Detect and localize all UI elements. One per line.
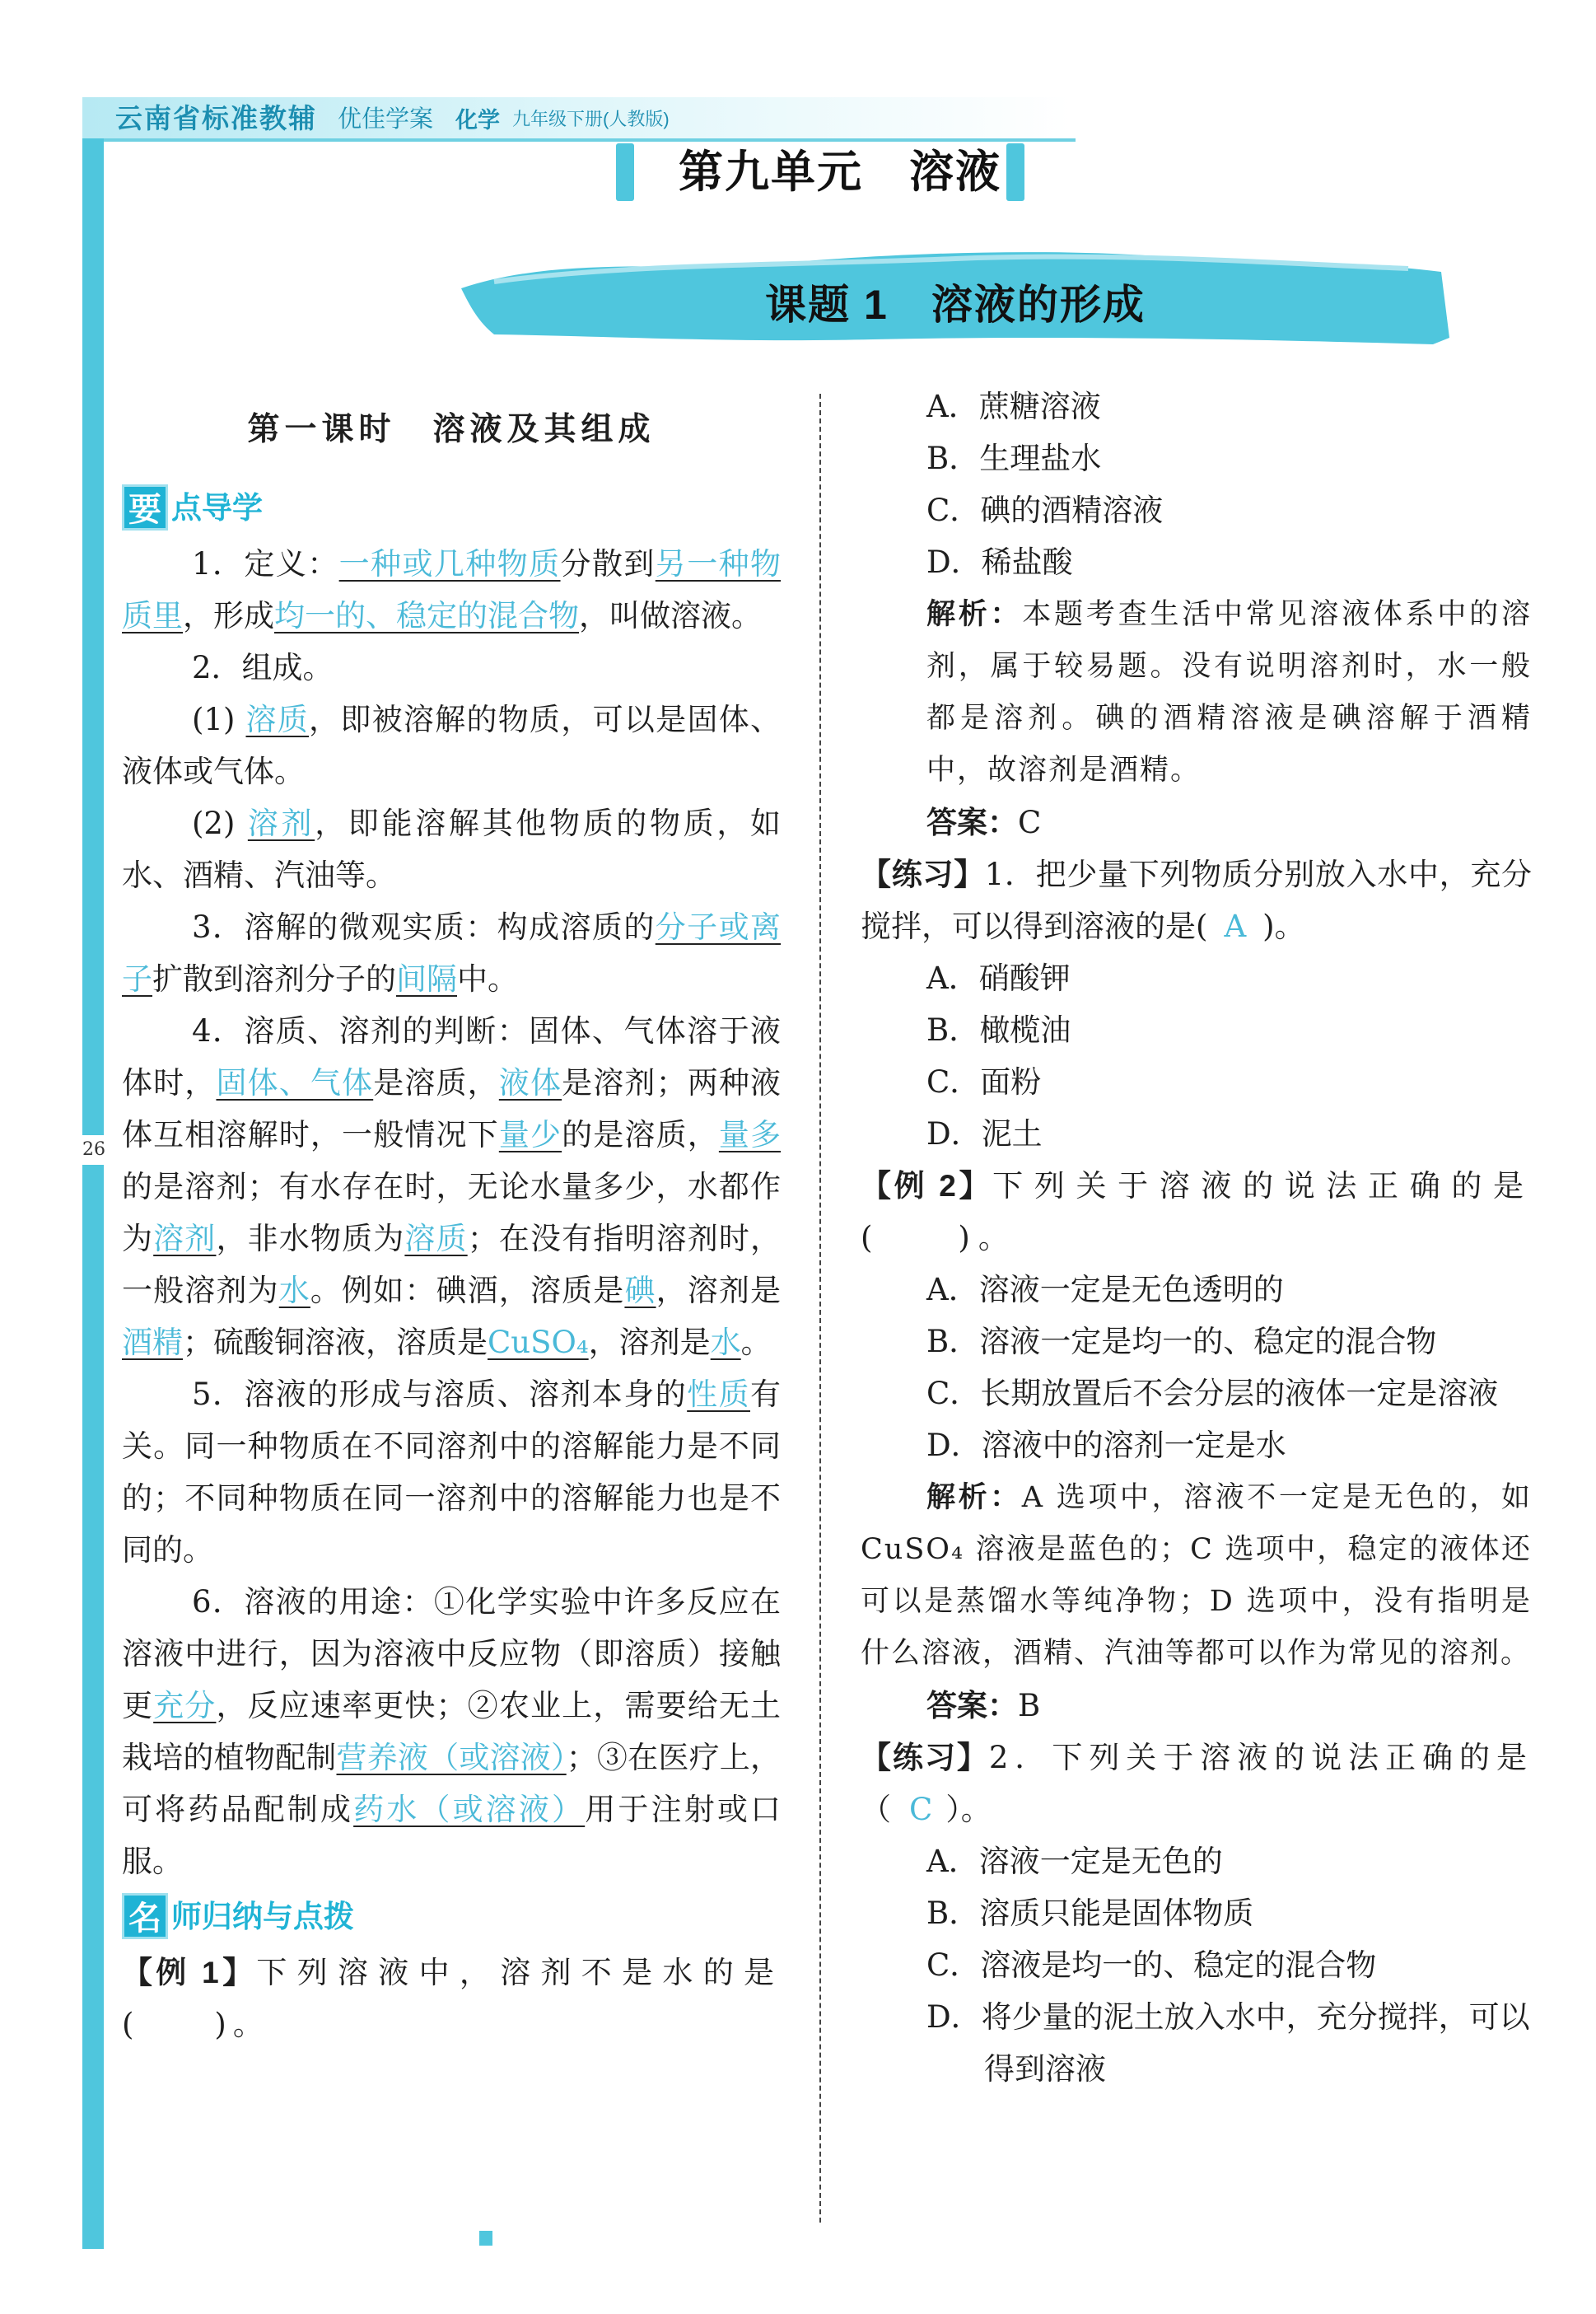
text: 中。 <box>457 961 518 997</box>
text: ，形成 <box>183 598 274 633</box>
example-1-answer <box>861 797 1532 848</box>
option-item: A．蔗糖溶液 <box>926 389 1101 424</box>
example-1-analysis <box>861 588 1532 797</box>
text: (1) <box>192 702 236 737</box>
text: ；在没有指明溶剂时，一般溶剂为 <box>122 1221 782 1308</box>
question-tail: ）。 <box>945 1792 992 1827</box>
answer-blank: 固体、气体 <box>216 1065 374 1101</box>
text: ，反应速率更快；②农业上，需要给无土栽培的植物配制 <box>122 1688 782 1775</box>
answer-inline: C <box>909 1792 933 1827</box>
answer-blank: CuSO₄ <box>488 1325 589 1360</box>
answer-value: B <box>1018 1688 1041 1723</box>
option-item: B．生理盐水 <box>926 441 1102 476</box>
answer-blank: 溶剂 <box>153 1221 217 1256</box>
text: (2) <box>192 806 236 841</box>
option-item: A．溶液一定是无色透明的 <box>926 1272 1284 1307</box>
section-heading-guide <box>122 479 781 536</box>
bottom-marker <box>479 2231 492 2246</box>
text: 3．溶解的微观实质：构成溶质的 <box>192 909 656 945</box>
text: 用于注射或口服。 <box>122 1792 782 1879</box>
example-2-question <box>861 1160 1532 1264</box>
section-title: 师归纳与点拨 <box>171 1899 354 1933</box>
analysis-text: A 选项中，溶液不一定是无色的，如 CuSO₄ 溶液是蓝色的；C 选项中，稳定的液体还可以是蒸馏水等纯净物；D 选项中，没有指明是什么溶液，酒精、汽油等都可以作为常见的溶剂。 <box>861 1481 1532 1670</box>
option-item: D．溶液中的溶剂一定是水 <box>926 1428 1286 1463</box>
answer-blank: 均一的、稳定的混合物 <box>274 598 579 633</box>
option-item: D．泥土 <box>926 1116 1043 1152</box>
text: 有关。同一种物质在不同溶剂中的溶解能力是不同的；不同种物质在同一溶剂中的溶解能力也是不同的。 <box>122 1377 781 1568</box>
text: 扩散到溶剂分子的 <box>152 961 396 997</box>
text: 1．定义： <box>192 546 339 582</box>
analysis-text: 本题考查生活中常见溶液体系中的溶剂，属于较易题。没有说明溶剂时，水一般都是溶剂。碘的酒精溶液是碘溶解于酒精中，故溶剂是酒精。 <box>926 598 1532 787</box>
text: ，叫做溶液。 <box>579 598 762 633</box>
text: ，非水物质为 <box>216 1221 405 1256</box>
answer-label: 答案： <box>926 806 1018 839</box>
text: 是溶剂；两种液体互相溶解时，一般情况下 <box>122 1065 782 1152</box>
example-2-analysis <box>861 1471 1532 1680</box>
section-badge: 要 <box>122 484 168 531</box>
answer-blank: 溶剂 <box>247 806 315 841</box>
answer-blank: 一种或几种物质 <box>338 546 561 582</box>
point-4 <box>122 1005 781 1368</box>
answer-label: 答案： <box>926 1689 1018 1723</box>
answer-blank: 药水（或溶液） <box>353 1792 586 1827</box>
header-brand: 云南省标准教辅 <box>115 103 317 133</box>
option-item: A．溶液一定是无色的 <box>926 1844 1223 1879</box>
point-5 <box>122 1368 781 1576</box>
header-series: 优佳学案 <box>338 106 434 133</box>
practice-label: 【练习】 <box>861 1741 989 1774</box>
text: 5．溶液的形成与溶质、溶剂本身的 <box>192 1377 688 1412</box>
text: 。例如：碘酒，溶质是 <box>310 1273 625 1308</box>
option-item: B．橄榄油 <box>926 1012 1071 1048</box>
text: ；硫酸铜溶液，溶质是 <box>183 1325 488 1360</box>
question-tail: )。 <box>1262 909 1305 944</box>
practice-1-question <box>861 848 1532 952</box>
option-item: B．溶质只能是固体物质 <box>926 1896 1254 1931</box>
answer-value: C <box>1018 805 1042 840</box>
page-number: 26 <box>79 1135 109 1165</box>
option-item: A．硝酸钾 <box>926 961 1071 996</box>
point-3 <box>122 901 781 1005</box>
answer-blank: 液体 <box>498 1065 562 1101</box>
example-label: 【例 2】 <box>861 1169 993 1203</box>
text: 4．溶质、溶剂的判断：固体、气体溶于液体时， <box>122 1013 781 1101</box>
option-item: C．溶液是均一的、稳定的混合物 <box>926 1947 1377 1983</box>
answer-blank: 水 <box>278 1273 310 1308</box>
answer-blank: 分子或离子 <box>122 909 782 997</box>
text: 是溶质， <box>373 1065 499 1101</box>
example-1-question <box>122 1947 781 2050</box>
point-1 <box>122 538 781 642</box>
option-item: C．长期放置后不会分层的液体一定是溶液 <box>926 1376 1499 1411</box>
text: 6．溶液的用途：①化学实验中许多反应在溶液中进行，因为溶液中反应物（即溶质）接触更 <box>122 1584 781 1723</box>
option-item: C．面粉 <box>926 1064 1042 1100</box>
option-item: D．将少量的泥土放入水中，充分搅拌，可以得到溶液 <box>926 1999 1530 2087</box>
text: ，溶剂是 <box>656 1273 782 1308</box>
column-divider <box>819 394 821 2223</box>
text: 的是溶质， <box>562 1117 719 1152</box>
question-text: 1．把少量下列物质分别放入水中，充分搅拌，可以得到溶液的是( <box>861 857 1533 944</box>
unit-title: 第九单元 溶液 <box>679 147 1001 197</box>
question-text: 下列关于溶液的说法正确的是( )。 <box>861 1168 1533 1255</box>
header-subject: 化学 <box>455 108 500 133</box>
answer-blank: 酒精 <box>122 1325 183 1360</box>
question-text: 下列溶液中，溶剂不是水的是( )。 <box>122 1955 782 2042</box>
answer-blank: 溶质 <box>404 1221 468 1256</box>
example-2-answer <box>861 1680 1532 1732</box>
text: ，即能溶解其他物质的物质，如水、酒精、汽油等。 <box>122 806 782 893</box>
section-title: 点导学 <box>171 490 263 525</box>
analysis-label: 解析： <box>926 598 1023 630</box>
analysis-label: 解析： <box>926 1481 1022 1513</box>
page-side-bar <box>82 99 104 2249</box>
option-item: C．碘的酒精溶液 <box>926 493 1164 528</box>
practice-label: 【练习】 <box>861 858 985 891</box>
text: 。 <box>740 1325 772 1360</box>
left-column <box>122 404 781 2050</box>
point-2-1 <box>122 694 781 797</box>
text: 的是溶剂；有水存在时，无论水量多少，水都作为 <box>122 1169 781 1256</box>
answer-blank: 充分 <box>153 1688 217 1723</box>
text: 分散到 <box>560 546 656 582</box>
lesson-subtitle: 第一课时 溶液及其组成 <box>247 410 656 448</box>
point-2-2 <box>122 797 781 901</box>
answer-blank: 性质 <box>687 1377 750 1412</box>
right-column <box>861 381 1532 2095</box>
answer-blank: 另一种物质里 <box>122 546 782 633</box>
point-2: 2．组成。 <box>192 650 334 685</box>
answer-inline: A <box>1224 909 1247 944</box>
section-badge: 名 <box>122 1893 168 1939</box>
section-heading-teacher <box>122 1887 781 1945</box>
point-6 <box>122 1576 781 1887</box>
lesson-title: 课题 1 溶液的形成 <box>765 282 1146 328</box>
option-item: D．稀盐酸 <box>926 545 1073 580</box>
answer-blank: 溶质 <box>245 702 310 737</box>
answer-blank: 间隔 <box>396 961 457 997</box>
unit-title-left-bracket <box>616 143 634 201</box>
text: ；③在医疗上，可将药品配制成 <box>122 1740 782 1827</box>
option-item: B．溶液一定是均一的、稳定的混合物 <box>926 1324 1437 1359</box>
practice-2-question <box>861 1732 1532 1835</box>
answer-blank: 水 <box>710 1325 741 1360</box>
text: ，溶剂是 <box>588 1325 711 1360</box>
example-label: 【例 1】 <box>122 1956 257 1989</box>
text: ，即被溶解的物质，可以是固体、液体或气体。 <box>122 702 782 789</box>
header-grade: 九年级下册(人教版) <box>512 109 670 129</box>
answer-blank: 量多 <box>718 1117 782 1152</box>
question-text: 2．下列关于溶液的说法正确的是（ <box>861 1740 1533 1827</box>
answer-blank: 营养液（或溶液） <box>336 1740 567 1775</box>
answer-blank: 碘 <box>624 1273 656 1308</box>
answer-blank: 量少 <box>498 1117 562 1152</box>
